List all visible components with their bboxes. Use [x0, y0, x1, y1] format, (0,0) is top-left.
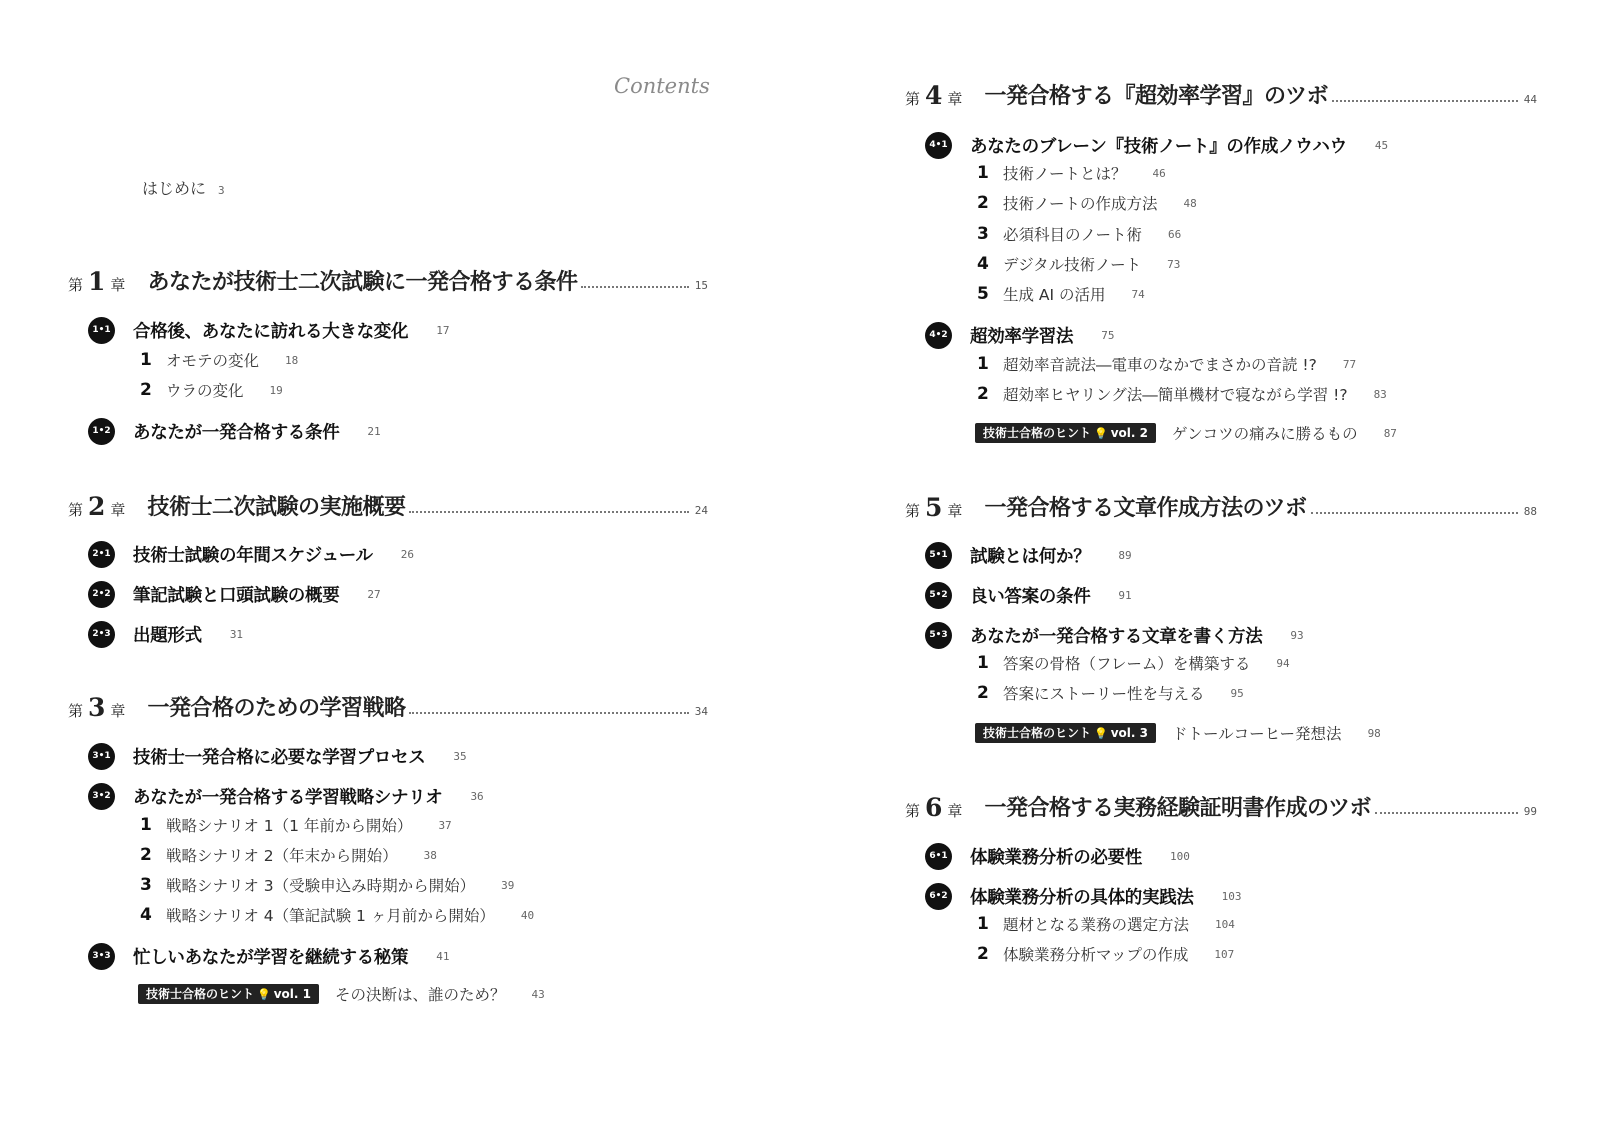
page-number: 44 — [1523, 93, 1537, 106]
section-badge: 4•1 — [925, 132, 952, 159]
page-number: 100 — [1170, 849, 1190, 863]
subsection-number: 1 — [977, 653, 989, 673]
section-title: 超効率学習法 — [970, 326, 1074, 347]
subsection-3-2-1[interactable] — [140, 814, 452, 836]
page-number: 99 — [1523, 805, 1537, 818]
hint-title: ドトールコーヒー発想法 — [1171, 725, 1342, 743]
page-number: 83 — [1373, 387, 1387, 401]
subsection-1-1-2[interactable] — [140, 379, 283, 401]
section-title: あなたが一発合格する文章を書く方法 — [970, 626, 1263, 647]
section-6-2[interactable] — [925, 883, 1241, 909]
page-number: 91 — [1118, 588, 1132, 602]
hint-tag: 技術士合格のヒント 💡 vol. 1 — [138, 984, 319, 1004]
subsection-title: 答案にストーリー性を与える — [1003, 685, 1205, 703]
chapter-2-heading[interactable] — [68, 487, 708, 521]
section-badge: 6•2 — [925, 883, 952, 910]
page-number: 35 — [453, 749, 467, 763]
page-number: 37 — [438, 818, 452, 832]
subsection-number: 5 — [977, 284, 989, 304]
section-title: 試験とは何か？ — [970, 546, 1091, 567]
subsection-4-2-2[interactable] — [977, 383, 1387, 405]
section-5-2[interactable] — [925, 582, 1132, 608]
section-badge: 4•2 — [925, 322, 952, 349]
dot-leader — [1311, 512, 1518, 514]
toc-intro[interactable] — [142, 176, 225, 199]
dot-leader — [409, 712, 688, 714]
section-title: 良い答案の条件 — [970, 586, 1091, 607]
section-5-1[interactable] — [925, 542, 1132, 568]
subsection-number: 3 — [140, 875, 152, 895]
chapter-5-heading[interactable] — [905, 488, 1537, 522]
subsection-number: 2 — [977, 683, 989, 703]
subsection-title: 生成 AI の活用 — [1003, 286, 1106, 304]
subsection-title: 戦略シナリオ 1（1 年前から開始） — [166, 817, 413, 835]
subsection-title: オモテの変化 — [166, 352, 260, 370]
subsection-number: 2 — [977, 193, 989, 213]
dot-leader — [409, 511, 688, 513]
subsection-number: 1 — [140, 350, 152, 370]
chapter-label: 第 6 章 — [905, 793, 963, 822]
section-3-2[interactable] — [88, 783, 484, 809]
chapter-title: 一発合格のための学習戦略 — [147, 695, 406, 721]
chapter-title: 一発合格する『超効率学習』のツボ — [984, 83, 1328, 109]
page-number: 41 — [436, 949, 450, 963]
chapter-6-heading[interactable] — [905, 788, 1537, 822]
page-number: 103 — [1221, 889, 1242, 903]
chapter-title: 一発合格する文章作成方法のツボ — [984, 495, 1307, 521]
chapter-label: 第 2 章 — [68, 492, 126, 521]
page-number: 89 — [1118, 548, 1132, 562]
subsection-3-2-2[interactable] — [140, 844, 437, 866]
subsection-title: デジタル技術ノート — [1003, 256, 1142, 274]
subsection-title: 戦略シナリオ 2（年末から開始） — [166, 847, 398, 865]
subsection-4-1-1[interactable] — [977, 162, 1166, 184]
subsection-title: 技術ノートの作成方法 — [1003, 195, 1158, 213]
subsection-number: 3 — [977, 224, 989, 244]
section-title: あなたが一発合格する条件 — [133, 422, 340, 443]
section-title: 体験業務分析の必要性 — [970, 847, 1142, 868]
page-number: 40 — [520, 908, 535, 922]
page-number: 21 — [367, 424, 381, 438]
section-title: 忙しいあなたが学習を継続する秘策 — [133, 947, 409, 968]
subsection-title: 題材となる業務の選定方法 — [1003, 916, 1190, 934]
section-badge: 6•1 — [925, 843, 952, 870]
section-badge: 1•1 — [88, 317, 115, 344]
page-number: 19 — [269, 383, 283, 397]
page-number: 24 — [694, 504, 708, 517]
subsection-number: 2 — [977, 384, 989, 404]
page-number: 107 — [1214, 947, 1235, 961]
subsection-title: 戦略シナリオ 3（受験申込み時期から開始） — [166, 877, 476, 895]
hint-vol-2[interactable] — [975, 422, 1397, 444]
subsection-number: 2 — [140, 380, 152, 400]
subsection-title: 必須科目のノート術 — [1003, 226, 1143, 244]
section-title: 技術士一発合格に必要な学習プロセス — [133, 747, 426, 768]
subsection-number: 2 — [977, 944, 989, 964]
section-title: 合格後、あなたに訪れる大きな変化 — [133, 321, 409, 342]
dot-leader — [581, 286, 688, 288]
subsection-number: 1 — [977, 354, 989, 374]
page-number: 88 — [1523, 505, 1537, 518]
subsection-4-1-2[interactable] — [977, 192, 1197, 214]
page-number: 46 — [1152, 166, 1166, 180]
page-number: 95 — [1230, 686, 1244, 700]
page-number: 48 — [1183, 196, 1197, 210]
subsection-number: 4 — [977, 254, 989, 274]
hint-tag: 技術士合格のヒント 💡 vol. 2 — [975, 423, 1156, 443]
section-5-3[interactable] — [925, 622, 1304, 648]
section-1-1[interactable] — [88, 317, 449, 343]
section-title: 体験業務分析の具体的実践法 — [970, 887, 1194, 908]
chapter-3-heading[interactable] — [68, 688, 708, 722]
page-number: 73 — [1167, 257, 1181, 271]
subsection-number: 1 — [977, 914, 989, 934]
page-number: 45 — [1374, 138, 1389, 152]
section-badge: 3•1 — [88, 743, 115, 770]
section-title: あなたのブレーン『技術ノート』の作成ノウハウ — [970, 136, 1347, 157]
section-title: 技術士試験の年間スケジュール — [133, 545, 373, 566]
dot-leader — [1332, 100, 1518, 102]
section-3-3[interactable] — [88, 943, 449, 969]
subsection-title: ウラの変化 — [166, 382, 244, 400]
subsection-6-2-1[interactable] — [977, 913, 1235, 935]
page-number: 104 — [1215, 917, 1235, 931]
page-number: 38 — [423, 848, 437, 862]
section-badge: 2•1 — [88, 541, 115, 568]
subsection-4-2-1[interactable] — [977, 353, 1356, 375]
subsection-title: 超効率音読法―電車のなかでまさかの音読 !? — [1003, 356, 1317, 374]
lightbulb-icon: 💡 — [257, 988, 271, 1001]
subsection-5-3-1[interactable] — [977, 652, 1290, 674]
page-number: 3 — [218, 184, 225, 197]
section-1-2[interactable] — [88, 418, 381, 444]
chapter-4-heading[interactable] — [905, 76, 1537, 110]
section-3-1[interactable] — [88, 743, 467, 769]
section-badge: 3•2 — [88, 783, 115, 810]
page-number: 87 — [1383, 426, 1397, 440]
page-number: 15 — [694, 279, 708, 292]
subsection-title: 答案の骨格（フレーム）を構築する — [1003, 655, 1251, 673]
subsection-5-3-2[interactable] — [977, 682, 1244, 704]
page-number: 17 — [436, 323, 450, 337]
section-4-2[interactable] — [925, 322, 1114, 348]
section-4-1[interactable] — [925, 132, 1388, 158]
chapter-label: 第 5 章 — [905, 493, 963, 522]
hint-title: その決断は、誰のため？ — [334, 986, 506, 1004]
lightbulb-icon: 💡 — [1094, 727, 1108, 740]
page-number: 36 — [470, 789, 484, 803]
intro-title: はじめに — [142, 179, 207, 198]
page-number: 43 — [531, 987, 545, 1001]
section-badge: 1•2 — [88, 418, 115, 445]
subsection-4-1-3[interactable] — [977, 223, 1181, 245]
subsection-3-2-3[interactable] — [140, 874, 514, 896]
subsection-4-1-4[interactable] — [977, 253, 1180, 275]
lightbulb-icon: 💡 — [1094, 427, 1108, 440]
page-number: 34 — [694, 705, 708, 718]
chapter-label: 第 1 章 — [68, 267, 126, 296]
subsection-6-2-2[interactable] — [977, 943, 1234, 965]
section-badge: 5•2 — [925, 582, 952, 609]
hint-tag: 技術士合格のヒント 💡 vol. 3 — [975, 723, 1156, 743]
section-6-1[interactable] — [925, 843, 1190, 869]
chapter-1-heading[interactable] — [68, 262, 708, 296]
contents-title: Contents — [614, 74, 710, 98]
section-badge: 2•2 — [88, 581, 115, 608]
subsection-title: 戦略シナリオ 4（筆記試験 1 ヶ月前から開始） — [166, 907, 495, 925]
page-number: 77 — [1342, 357, 1357, 371]
hint-vol-3[interactable] — [975, 722, 1381, 744]
hint-vol-1[interactable] — [138, 983, 545, 1005]
page-number: 98 — [1367, 726, 1381, 740]
subsection-4-1-5[interactable] — [977, 283, 1145, 305]
chapter-label: 第 4 章 — [905, 81, 963, 110]
subsection-number: 1 — [977, 163, 989, 183]
page-number: 18 — [285, 353, 299, 367]
subsection-number: 4 — [140, 905, 152, 925]
subsection-title: 技術ノートとは？ — [1003, 165, 1127, 183]
page-number: 26 — [400, 547, 414, 561]
hint-title: ゲンコツの痛みに勝るもの — [1171, 425, 1358, 443]
section-title: あなたが一発合格する学習戦略シナリオ — [133, 787, 443, 808]
section-title: 筆記試験と口頭試験の概要 — [133, 585, 340, 606]
section-badge: 5•3 — [925, 622, 952, 649]
subsection-title: 体験業務分析マップの作成 — [1003, 946, 1189, 964]
section-2-1[interactable] — [88, 541, 414, 567]
page-number: 39 — [501, 878, 515, 892]
subsection-title: 超効率ヒヤリング法―簡単機材で寝ながら学習 !? — [1003, 386, 1348, 404]
page-number: 27 — [367, 587, 381, 601]
section-2-3[interactable] — [88, 621, 243, 647]
section-badge: 2•3 — [88, 621, 115, 648]
section-2-2[interactable] — [88, 581, 381, 607]
section-title: 出題形式 — [133, 625, 202, 646]
page-number: 75 — [1101, 328, 1115, 342]
page-number: 93 — [1290, 628, 1304, 642]
section-badge: 5•1 — [925, 542, 952, 569]
page-number: 31 — [229, 627, 244, 641]
page-number: 66 — [1168, 227, 1182, 241]
chapter-title: 一発合格する実務経験証明書作成のツボ — [984, 795, 1371, 821]
subsection-3-2-4[interactable] — [140, 904, 534, 926]
subsection-1-1-1[interactable] — [140, 349, 298, 371]
section-badge: 3•3 — [88, 943, 115, 970]
subsection-number: 1 — [140, 815, 152, 835]
dot-leader — [1375, 812, 1518, 814]
page-number: 74 — [1131, 287, 1145, 301]
chapter-label: 第 3 章 — [68, 693, 126, 722]
page-number: 94 — [1276, 656, 1290, 670]
chapter-title: あなたが技術士二次試験に一発合格する条件 — [147, 269, 578, 295]
subsection-number: 2 — [140, 845, 152, 865]
chapter-title: 技術士二次試験の実施概要 — [147, 494, 406, 520]
